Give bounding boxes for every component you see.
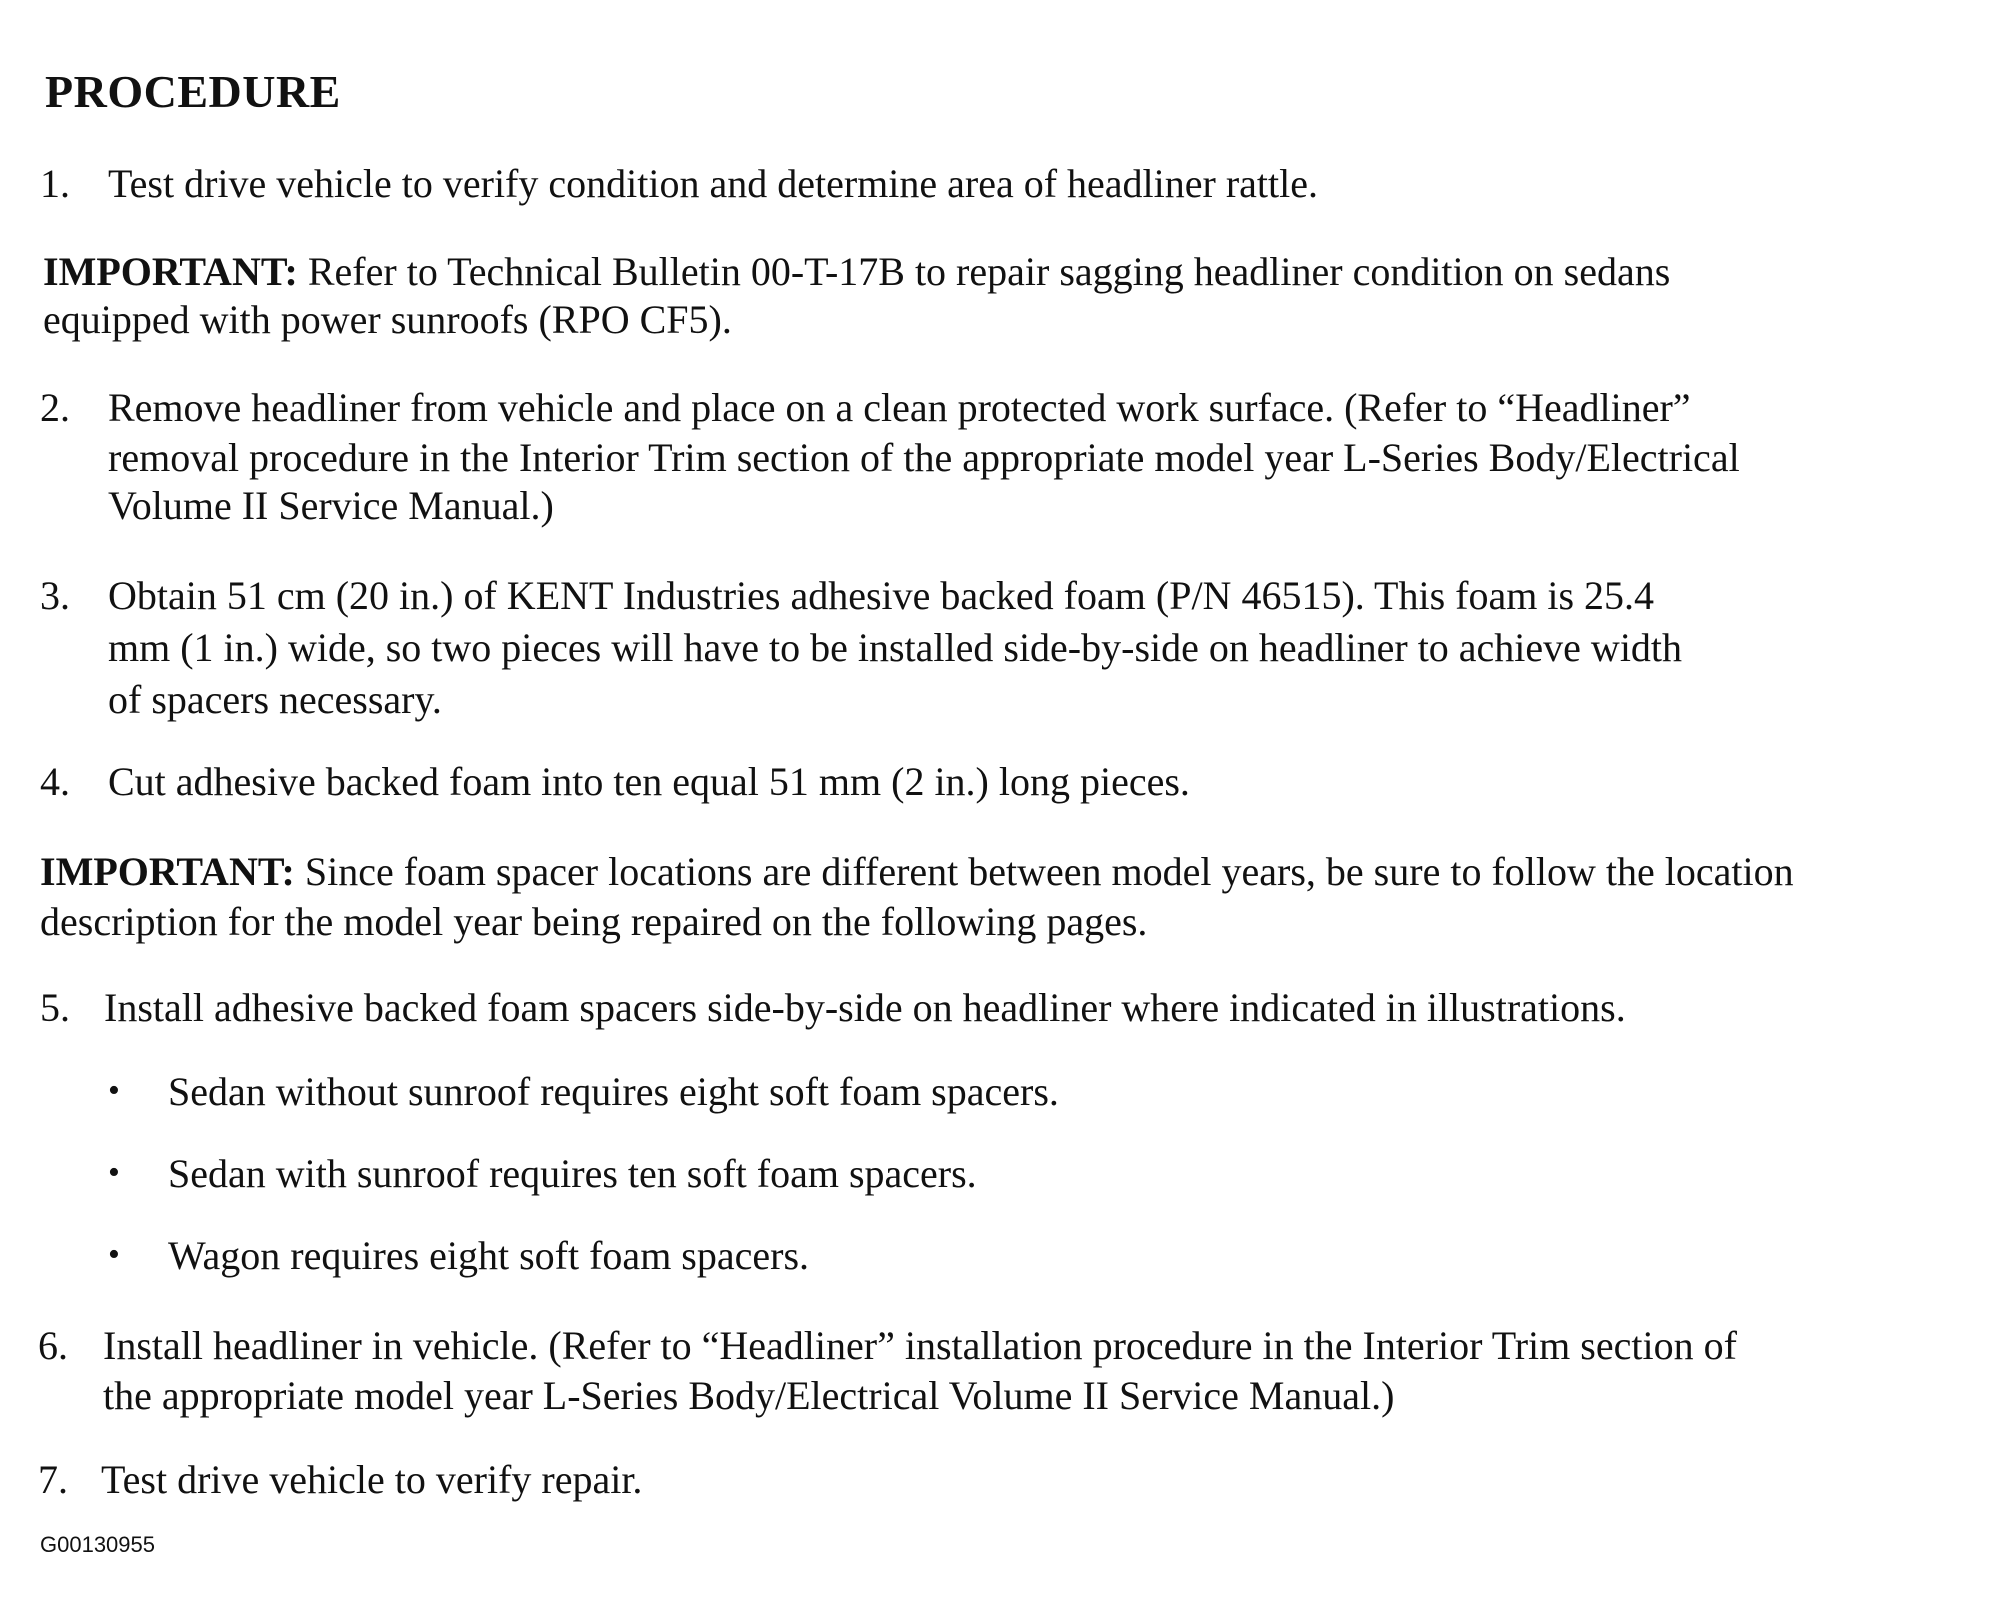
step-4-text: Cut adhesive backed foam into ten equal 51 mm (2 in.) long pieces. [108,759,1190,804]
step-3-line-3: of spacers necessary. [108,677,442,722]
step-3-number: 3. [40,573,70,618]
step-3-line-1: Obtain 51 cm (20 in.) of KENT Industries adhesive backed foam (P/N 46515). This foam is 25.4 [108,573,1655,618]
step-5-text: Install adhesive backed foam spacers side-by-side on headliner where indicated in illustrations. [104,985,1626,1030]
step-6-line-2: the appropriate model year L-Series Body/Electrical Volume II Service Manual.) [103,1373,1395,1418]
step-1-number: 1. [40,161,70,206]
bullet-item-3: Wagon requires eight soft foam spacers. [168,1233,810,1278]
image-reference-code: G00130955 [40,1532,155,1557]
step-6-number: 6. [38,1323,68,1368]
step-5-number: 5. [40,985,70,1030]
important-note-2-text: Since foam spacer locations are different between model years, be sure to follow the location [294,849,1794,894]
step-2-line-2: removal procedure in the Interior Trim section of the appropriate model year L-Series Body/Electrical [108,435,1740,480]
step-2-line-3: Volume II Service Manual.) [108,483,554,528]
step-1-text: Test drive vehicle to verify condition and determine area of headliner rattle. [108,161,1319,206]
bullet-marker: • [108,1072,120,1109]
important-note-1-text: Refer to Technical Bulletin 00-T-17B to repair sagging headliner condition on sedans [297,249,1671,294]
important-note-2-line-1 [40,848,1794,895]
step-3-line-2: mm (1 in.) wide, so two pieces will have to be installed side-by-side on headliner to achieve width [108,625,1683,670]
important-note-2-line-2: description for the model year being repaired on the following pages. [40,899,1148,944]
bullet-marker: • [108,1236,120,1273]
important-note-1-line-2: equipped with power sunroofs (RPO CF5). [43,297,732,342]
step-2-number: 2. [40,385,70,430]
step-6-line-1: Install headliner in vehicle. (Refer to “Headliner” installation procedure in the Interior Trim section of [103,1323,1737,1368]
step-7-number: 7. [38,1457,68,1502]
bullet-item-2: Sedan with sunroof requires ten soft foam spacers. [168,1151,977,1196]
important-note-1-line-1 [43,248,1670,295]
bullet-marker: • [108,1154,120,1191]
important-label: IMPORTANT: [43,249,298,294]
important-label: IMPORTANT: [40,849,295,894]
step-7-text: Test drive vehicle to verify repair. [101,1457,643,1502]
step-4-number: 4. [40,759,70,804]
procedure-heading: PROCEDURE [45,66,341,117]
step-2-line-1: Remove headliner from vehicle and place on a clean protected work surface. (Refer to “Headliner” [108,385,1691,430]
bullet-item-1: Sedan without sunroof requires eight soft foam spacers. [168,1069,1059,1114]
